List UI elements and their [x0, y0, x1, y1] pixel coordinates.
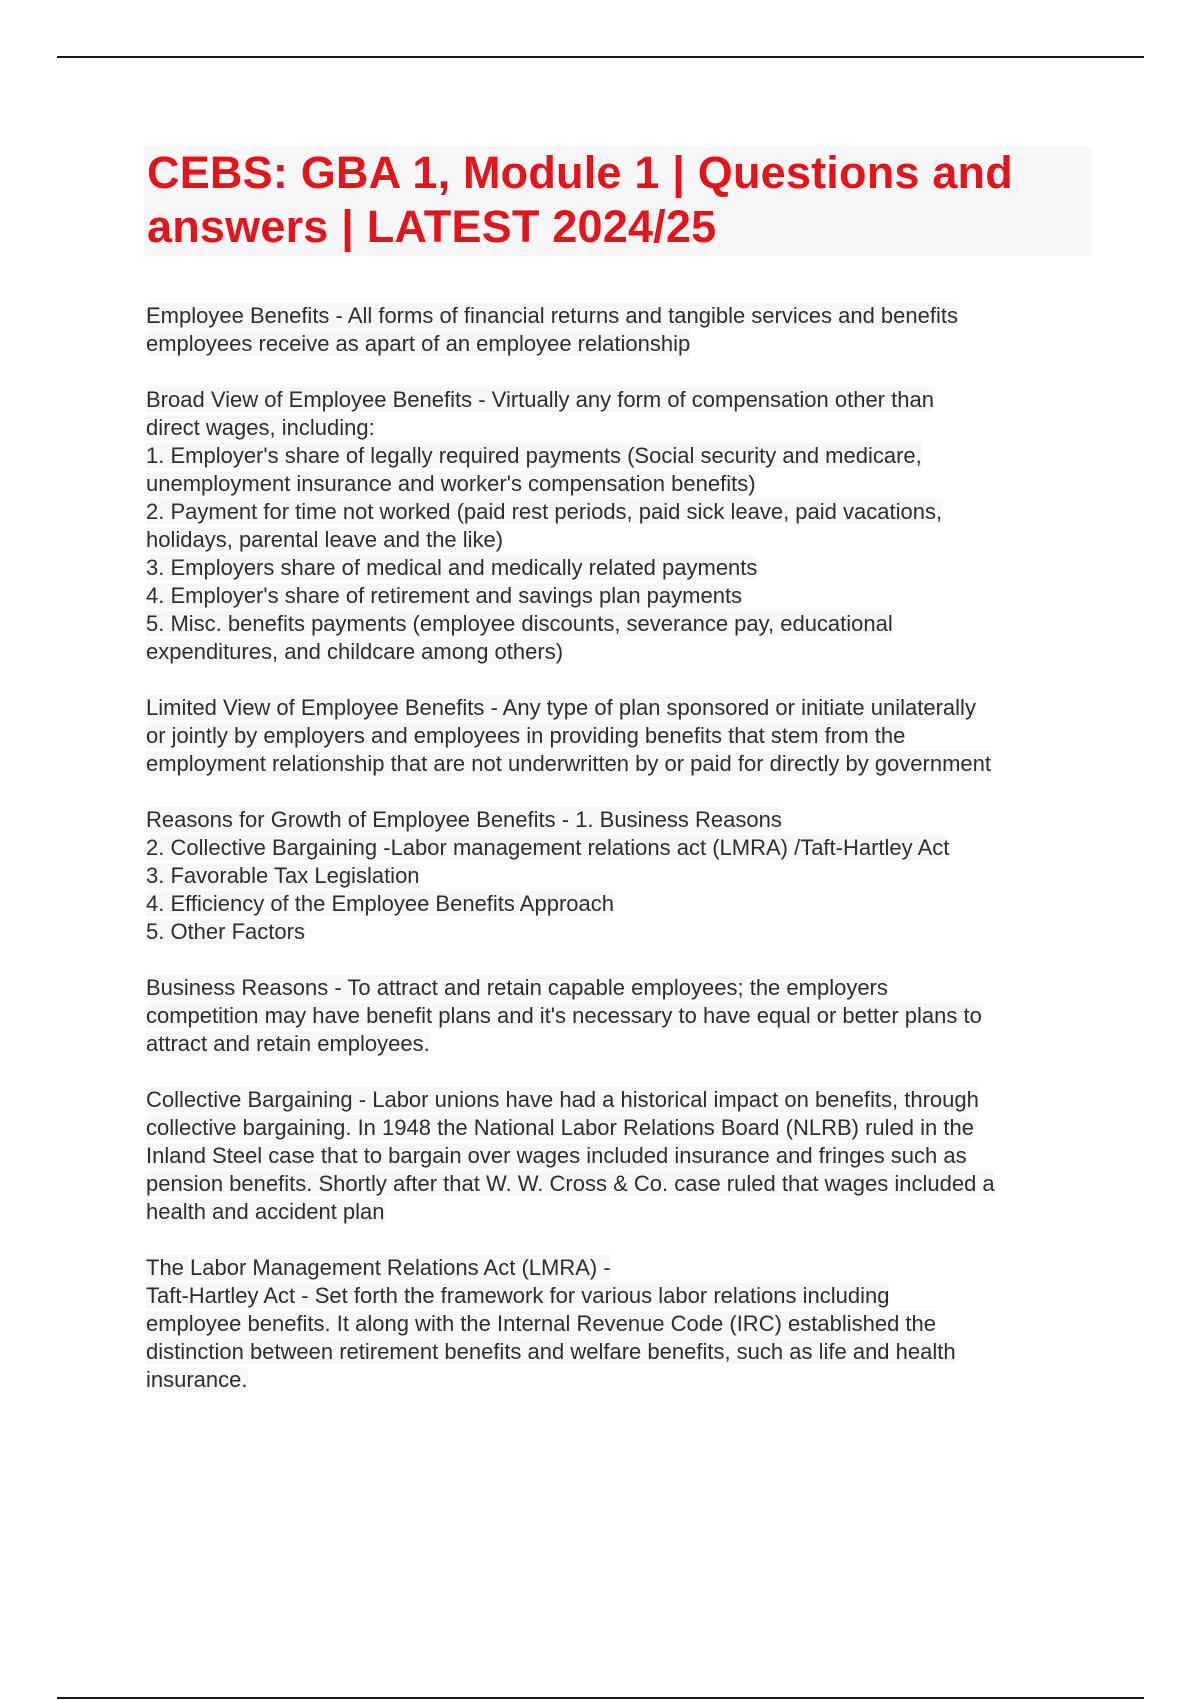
entry-line: Taft-Hartley Act - Set forth the framework for various labor relations including — [146, 1283, 890, 1308]
entry-line: pension benefits. Shortly after that W. W. Cross & Co. case ruled that wages included a — [146, 1171, 995, 1196]
bottom-rule — [57, 1697, 1144, 1699]
entry-line: unemployment insurance and worker's compensation benefits) — [146, 471, 756, 496]
entry-line: or jointly by employers and employees in providing benefits that stem from the — [146, 723, 906, 748]
entry-business-reasons — [146, 974, 1106, 1058]
entry-line: health and accident plan — [146, 1199, 385, 1224]
entry-line: competition may have benefit plans and it's necessary to have equal or better plans to — [146, 1003, 982, 1028]
entry-line: direct wages, including: — [146, 415, 375, 440]
entry-line: employees receive as apart of an employee relationship — [146, 331, 691, 356]
title-line-2: answers | LATEST 2024/25 — [147, 201, 717, 252]
entry-line: collective bargaining. In 1948 the National Labor Relations Board (NLRB) ruled in the — [146, 1115, 974, 1140]
entry-line: 4. Employer's share of retirement and savings plan payments — [146, 583, 743, 608]
document-body — [146, 302, 1106, 1422]
entry-line: Broad View of Employee Benefits - Virtually any form of compensation other than — [146, 387, 934, 412]
title-line-1: CEBS: GBA 1, Module 1 | Questions and — [147, 147, 1013, 198]
entry-line: 3. Favorable Tax Legislation — [146, 863, 420, 888]
entry-collective-bargaining — [146, 1086, 1106, 1226]
entry-line: 4. Efficiency of the Employee Benefits Approach — [146, 891, 614, 916]
entry-limited-view — [146, 694, 1106, 778]
entry-line: 3. Employers share of medical and medically related payments — [146, 555, 758, 580]
entry-line: 2. Payment for time not worked (paid rest periods, paid sick leave, paid vacations, — [146, 499, 943, 524]
entry-line: Reasons for Growth of Employee Benefits - 1. Business Reasons — [146, 807, 782, 832]
top-rule — [57, 56, 1144, 58]
entry-line: employee benefits. It along with the Internal Revenue Code (IRC) established the — [146, 1311, 937, 1336]
entry-line: Limited View of Employee Benefits - Any type of plan sponsored or initiate unilaterally — [146, 695, 976, 720]
entry-broad-view — [146, 386, 1106, 666]
entry-line: 1. Employer's share of legally required payments (Social security and medicare, — [146, 443, 922, 468]
document-title — [147, 146, 1092, 254]
entry-line: Business Reasons - To attract and retain capable employees; the employers — [146, 975, 888, 1000]
entry-line: 2. Collective Bargaining -Labor management relations act (LMRA) /Taft-Hartley Act — [146, 835, 950, 860]
entry-line: employment relationship that are not underwritten by or paid for directly by government — [146, 751, 991, 776]
entry-line: distinction between retirement benefits and welfare benefits, such as life and health — [146, 1339, 956, 1364]
entry-line: Inland Steel case that to bargain over wages included insurance and fringes such as — [146, 1143, 967, 1168]
entry-line: The Labor Management Relations Act (LMRA) - — [146, 1255, 611, 1280]
entry-employee-benefits — [146, 302, 1106, 358]
entry-line: attract and retain employees. — [146, 1031, 430, 1056]
entry-line: Employee Benefits - All forms of financial returns and tangible services and benefits — [146, 303, 958, 328]
entry-line: holidays, parental leave and the like) — [146, 527, 504, 552]
title-box — [144, 146, 1092, 256]
entry-line: insurance. — [146, 1367, 248, 1392]
entry-reasons-for-growth — [146, 806, 1106, 946]
entry-line: 5. Other Factors — [146, 919, 305, 944]
entry-lmra — [146, 1254, 1106, 1394]
entry-line: expenditures, and childcare among others) — [146, 639, 564, 664]
entry-line: 5. Misc. benefits payments (employee discounts, severance pay, educational — [146, 611, 893, 636]
entry-line: Collective Bargaining - Labor unions have had a historical impact on benefits, through — [146, 1087, 979, 1112]
